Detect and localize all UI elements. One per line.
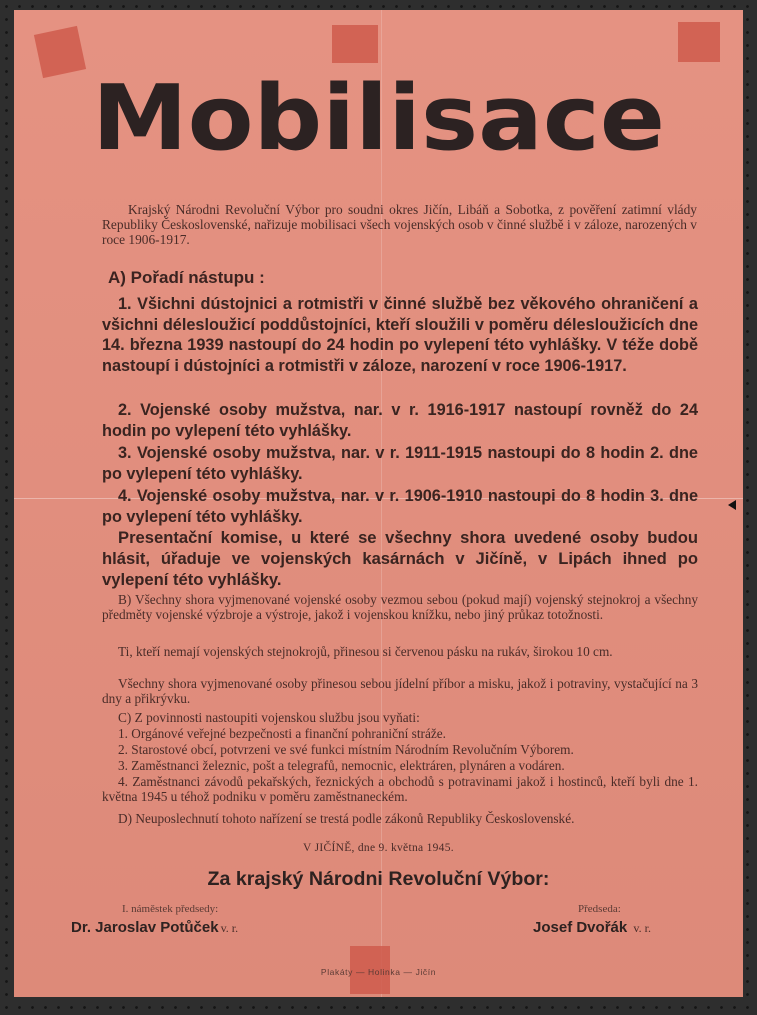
section-b-paragraph-1: B) Všechny shora vyjmenované vojenské osoby vezmou sebou (pokud mají) vojenský stejnokroj a všechny předměty vojenské výzbroje a výstroje, jakož i vojenskou knížku, nebo jiný průkaz totožnosti.	[102, 592, 698, 623]
signatory-right-name: Josef Dvořák	[533, 919, 628, 936]
signatory-left-suffix: v. r.	[220, 921, 239, 935]
signatory-left-role: I. náměstek předsedy:	[122, 903, 219, 915]
section-c-item-2: 2. Starostové obcí, potvrzeni ve své funkci místním Národním Revolučním Výborem.	[118, 742, 574, 757]
section-c-item-1: 1. Orgánové veřejné bezpečnosti a finanční pohraniční stráže.	[118, 726, 446, 741]
issue-date: V JIČÍNĚ, dne 9. května 1945.	[303, 842, 454, 854]
signature-heading: Za krajský Národni Revoluční Výbor:	[207, 868, 550, 890]
signatory-left-name: Dr. Jaroslav Potůček	[71, 919, 219, 936]
section-b-paragraph-2: Ti, kteří nemají vojenských stejnokrojů, přinesou si červenou pásku na rukáv, širokou 10 cm.	[118, 644, 613, 659]
presentation-commission-paragraph: Presentační komise, u které se všechny shora uvedené osoby budou hlásit, úřaduje ve vojenských kasárnách v Jičíně, v Lipách ihned po vylepení této vyhlášky.	[102, 528, 698, 589]
intro-paragraph: Krajský Národni Revoluční Výbor pro soudni okres Jičín, Libáň a Sobotka, z pověření zatimní vlády Republiky Československé, nařizuje mobilisaci všech vojenských osob v činné službě i v záloze, narozených v roce 1906-1917.	[102, 202, 697, 247]
signatory-left	[71, 919, 238, 936]
section-a-item-3: 3. Vojenské osoby mužstva, nar. v r. 1911-1915 nastoupi do 8 hodin 2. dne po vylepení této vyhlášky.	[102, 444, 698, 483]
tape-corner-top-left	[34, 26, 86, 78]
poster-title: Mobilisace	[92, 65, 665, 171]
section-a-heading: A) Pořadí nástupu :	[108, 268, 265, 287]
signatory-right	[533, 919, 651, 936]
tape-corner-top-right	[678, 22, 720, 62]
section-c-item-4: 4. Zaměstnanci závodů pekařských, řeznických a obchodů s potravinami jakož i hostinců, kteří byli dne 1. května 1945 u téhož podniku v poměru zaměstnaneckém.	[102, 774, 698, 805]
section-a-item-2: 2. Vojenské osoby mužstva, nar. v r. 1916-1917 nastoupí rovněž do 24 hodin po vylepení této vyhlášky.	[102, 401, 698, 440]
section-c-item-3: 3. Zaměstnanci železnic, pošt a telegrafů, nemocnic, elektráren, plynáren a vodáren.	[118, 758, 565, 773]
signatory-right-suffix: v. r.	[633, 921, 651, 935]
section-a-item-4: 4. Vojenské osoby mužstva, nar. v r. 1906-1910 nastoupi do 8 hodin 3. dne po vylepení této vyhlášky.	[102, 487, 698, 526]
registration-arrow-icon	[728, 500, 736, 510]
section-b-paragraph-3: Všechny shora vyjmenované osoby přinesou sebou jídelní příbor a misku, jakož i potraviny, vystačující na 3 dny a přikrývku.	[102, 676, 698, 707]
section-c-heading: C) Z povinnosti nastoupiti vojenskou službu jsou vyňati:	[118, 710, 420, 725]
printer-imprint: Plakáty — Holinka — Jičín	[320, 967, 437, 977]
mobilization-poster	[14, 10, 743, 997]
tape-top-center	[332, 25, 378, 63]
signatory-right-role: Předseda:	[578, 903, 621, 915]
section-a-item-1: 1. Všichni dústojnici a rotmistři v činné službě bez věkového ohraničení a všichni délesloužicí poddůstojníci, kteří sloužili v poměru délesloužicích dne 14. března 1939 nastoupí do 24 hodin po vylepení této vyhlášky. V téže době nastoupí i dústojníci a rotmistři v záloze, narození v roce 1906-1917.	[102, 295, 698, 375]
section-d-paragraph: D) Neuposlechnutí tohoto nařízení se trestá podle zákonů Republiky Československé.	[118, 811, 575, 826]
